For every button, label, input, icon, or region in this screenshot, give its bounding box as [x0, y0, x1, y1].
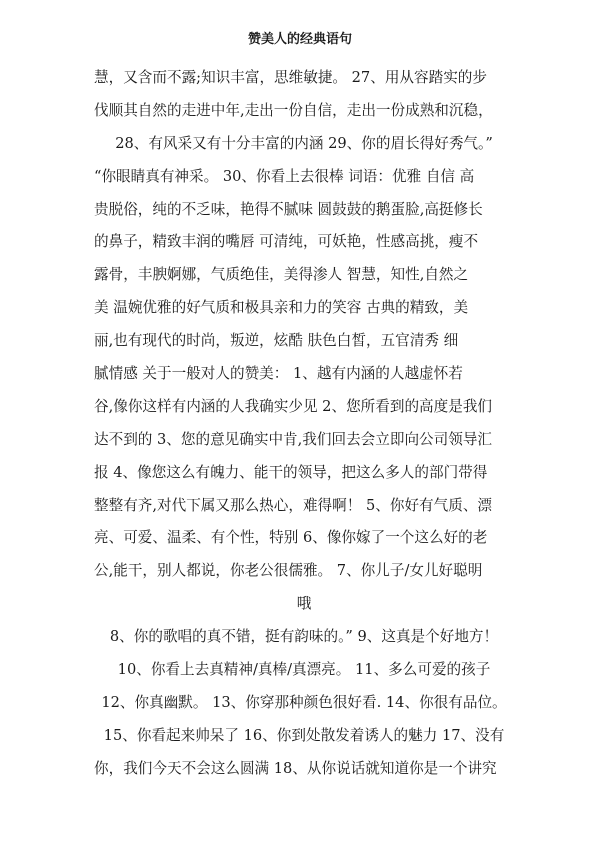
text-line: 达不到的 3、您的意见确实中肯,我们回去会立即向公司领导汇 — [94, 430, 493, 448]
text-line: 报 4、像您这么有魄力、能干的领导，把这么多人的部门带得 — [94, 463, 488, 481]
text-line: 腻情感 关于一般对人的赞美： 1、越有内涵的人越虚怀若 — [94, 365, 463, 383]
text-line: 亮、可爱、温柔、有个性，特别 6、像你嫁了一个这么好的老 — [94, 529, 488, 547]
text-line: 公,能干，别人都说，你老公很儒雅。 7、你儿子/女儿好聪明 — [94, 562, 483, 580]
text-line: 哦 — [296, 595, 312, 613]
text-line: 28、有风采又有十分丰富的内涵 29、你的眉长得好秀气。” — [115, 134, 493, 152]
text-line: 露骨，丰腴婀娜，气质绝佳，美得渗人 智慧，知性,自然之 — [94, 266, 469, 284]
text-line: 整整有齐,对代下属又那么热心，难得啊！ 5、你好有气质、漂 — [94, 496, 493, 514]
page-title: 赞美人的经典语句 — [247, 32, 352, 47]
text-line: 慧，又含而不露;知识丰富，思维敏捷。 27、用从容踏实的步 — [94, 69, 487, 86]
text-line: 10、你看上去真精神/真棒/真漂亮。 11、多么可爱的孩子 — [117, 661, 491, 679]
text-line: 伐顺其自然的走进中年,走出一份自信，走出一份成熟和沉稳， — [94, 101, 493, 119]
text-line: 美 温婉优雅的好气质和极具亲和力的笑容 古典的精致，美 — [94, 299, 469, 317]
text-line: 丽,也有现代的时尚，叛逆，炫酷 肤色白皙，五官清秀 细 — [94, 332, 459, 350]
text-line: 贵脱俗，纯的不乏味，艳得不腻味 圆鼓鼓的鹅蛋脸,高挺修长 — [94, 200, 483, 218]
text-line: 15、你看起来帅呆了 16、你到处散发着诱人的魅力 17、没有 — [103, 726, 505, 744]
text-line: “你眼睛真有神采。 30、你看上去很棒 词语：优雅 自信 高 — [94, 167, 475, 185]
text-line: 的鼻子，精致丰润的嘴唇 可清纯，可妖艳，性感高挑，瘦不 — [94, 233, 479, 251]
text-line: 谷,像你这样有内涵的人我确实少见 2、您所看到的高度是我们 — [94, 397, 493, 415]
text-line: 12、你真幽默。 13、你穿那种颜色很好看. 14、你很有品位。 — [101, 693, 507, 711]
text-line: 8、你的歌唱的真不错，挺有韵味的。” 9、这真是个好地方！ — [109, 628, 499, 646]
text-line: 你，我们今天不会这么圆满 18、从你说话就知道你是一个讲究 — [94, 759, 497, 777]
document-body — [94, 62, 514, 786]
